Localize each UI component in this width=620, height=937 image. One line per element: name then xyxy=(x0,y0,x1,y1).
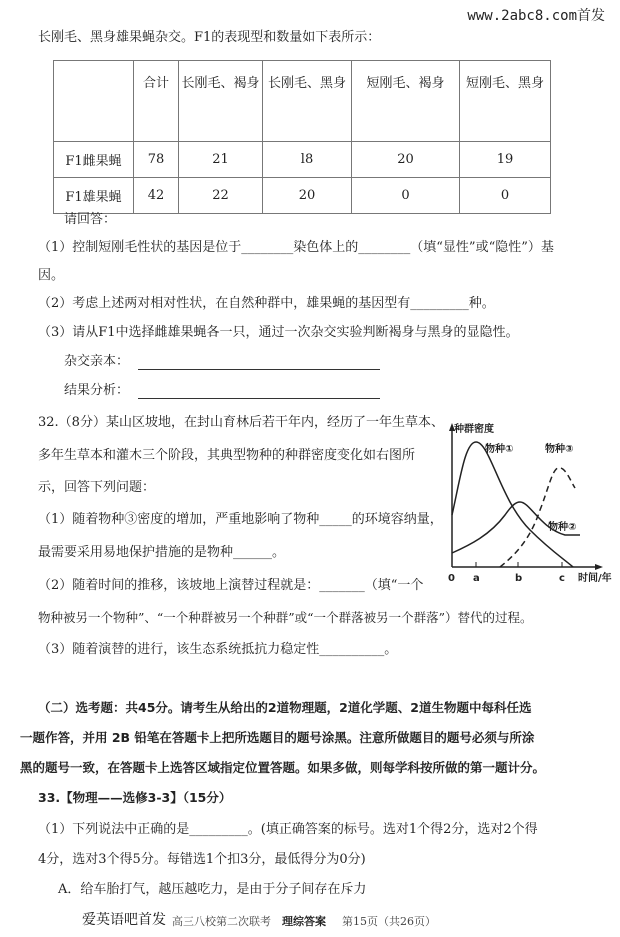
cell: l8 xyxy=(263,142,352,178)
cell: 78 xyxy=(134,142,179,178)
table-header xyxy=(54,61,551,142)
q32-line: 多年生草本和灌木三个阶段，其典型物种的种群密度变化如右图所 xyxy=(38,448,416,463)
cell: 20 xyxy=(352,142,460,178)
label-species-3: 物种③ xyxy=(545,444,574,455)
q31-part3: （3）请从F1中选择雌雄果蝇各一只，通过一次杂交实验判断褐身与黑身的显隐性。 xyxy=(38,325,519,340)
header-cell: 长刚毛、褐身 xyxy=(179,61,263,142)
q31-prompt: 请回答： xyxy=(64,212,117,227)
cell: 0 xyxy=(460,178,551,214)
tick-label: a xyxy=(473,573,480,584)
q32-line: （2）随着时间的推移，该坡地上演替过程就是：_______（填“一个 xyxy=(38,578,424,593)
q32-line: 32.（8分）某山区坡地，在封山育林后若干年内，经历了一年生草本、 xyxy=(38,415,444,430)
series-species-1 xyxy=(452,442,573,567)
header-cell: 长刚毛、黑身 xyxy=(263,61,352,142)
tick-label: 0 xyxy=(448,573,455,584)
watermark-top: www.2abc8.com首发 xyxy=(467,8,605,24)
q31-part2: （2）考虑上述两对相对性状，在自然种群中，雄果蝇的基因型有_________种。 xyxy=(38,296,495,311)
q33-part1: （1）下列说法中正确的是_________。(填正确答案的标号。选对1个得2分，选对2个得 xyxy=(38,822,538,837)
q32-line: （1）随着物种③密度的增加，严重地影响了物种_____的环境容纳量， xyxy=(38,512,443,527)
section2-line: 一题作答，并用 2B 铅笔在答题卡上把所选题目的题号涂黑。注意所做题目的题号必须与所涂 xyxy=(20,730,535,745)
x-axis-label: 时间/年 xyxy=(578,573,612,584)
cross-parents-label: 杂交亲本： xyxy=(64,354,130,369)
label-species-1: 物种① xyxy=(485,444,514,455)
population-density-chart xyxy=(440,420,620,585)
label-species-2: 物种② xyxy=(548,522,577,533)
tick-label: c xyxy=(559,573,565,584)
y-axis-label: 种群密度 xyxy=(454,424,494,435)
footer-text: 高三八校第二次联考 xyxy=(172,915,271,928)
intro-text: 长刚毛、黑身雄果蝇杂交。F1的表现型和数量如下表所示： xyxy=(38,30,381,45)
q32-line: （3）随着演替的进行，该生态系统抵抗力稳定性__________。 xyxy=(38,642,398,657)
q31-part1: （1）控制短刚毛性状的基因是位于________染色体上的________（填“显性”或“隐性”）基 xyxy=(38,240,554,255)
header-cell: 短刚毛、黑身 xyxy=(460,61,551,142)
q31-part1-cont: 因。 xyxy=(38,268,65,283)
q32-line: 最需要采用易地保护措施的是物种______。 xyxy=(38,545,286,560)
cell: 19 xyxy=(460,142,551,178)
tick-label: b xyxy=(515,573,523,584)
cell: 22 xyxy=(179,178,263,214)
footer-subject: 理综答案 xyxy=(282,915,326,928)
footer-watermark: 爱英语吧首发 xyxy=(82,912,166,928)
cell: 42 xyxy=(134,178,179,214)
footer-page: 第15页（共26页） xyxy=(342,915,436,928)
section2-line: （二）选考题：共45分。请考生从给出的2道物理题，2道化学题、2道生物题中每科任选 xyxy=(38,700,532,715)
x-axis-arrow-icon xyxy=(595,564,603,570)
cell: F1雌果蝇 xyxy=(54,142,134,178)
table-row xyxy=(54,142,551,178)
results-table xyxy=(53,60,551,214)
header-cell: 合计 xyxy=(134,61,179,142)
q32-line: 物种被另一个物种”、“一个种群被另一个种群”或“一个群落被另一个群落”）替代的过程。 xyxy=(38,610,533,625)
answer-line xyxy=(138,398,380,399)
cell: 20 xyxy=(263,178,352,214)
q32-line: 示，回答下列问题： xyxy=(38,480,156,495)
cell: 0 xyxy=(352,178,460,214)
section2-line: 黑的题号一致，在答题卡上选答区域指定位置答题。如果多做，则每学科按所做的第一题计分。 xyxy=(20,760,546,775)
q33-part1-cont: 4分，选对3个得5分。每错选1个扣3分，最低得分为0分) xyxy=(38,852,366,867)
series-species-3 xyxy=(500,468,575,567)
header-cell xyxy=(54,61,134,142)
q33-title: 33.【物理——选修3-3】（15分） xyxy=(38,790,232,805)
cell: 21 xyxy=(179,142,263,178)
table-row xyxy=(54,178,551,214)
header-cell: 短刚毛、褐身 xyxy=(352,61,460,142)
q33-option-a: A．给车胎打气，越压越吃力，是由于分子间存在斥力 xyxy=(58,882,367,897)
cell: F1雄果蝇 xyxy=(54,178,134,214)
result-analysis-label: 结果分析： xyxy=(64,383,130,398)
answer-line xyxy=(138,369,380,370)
